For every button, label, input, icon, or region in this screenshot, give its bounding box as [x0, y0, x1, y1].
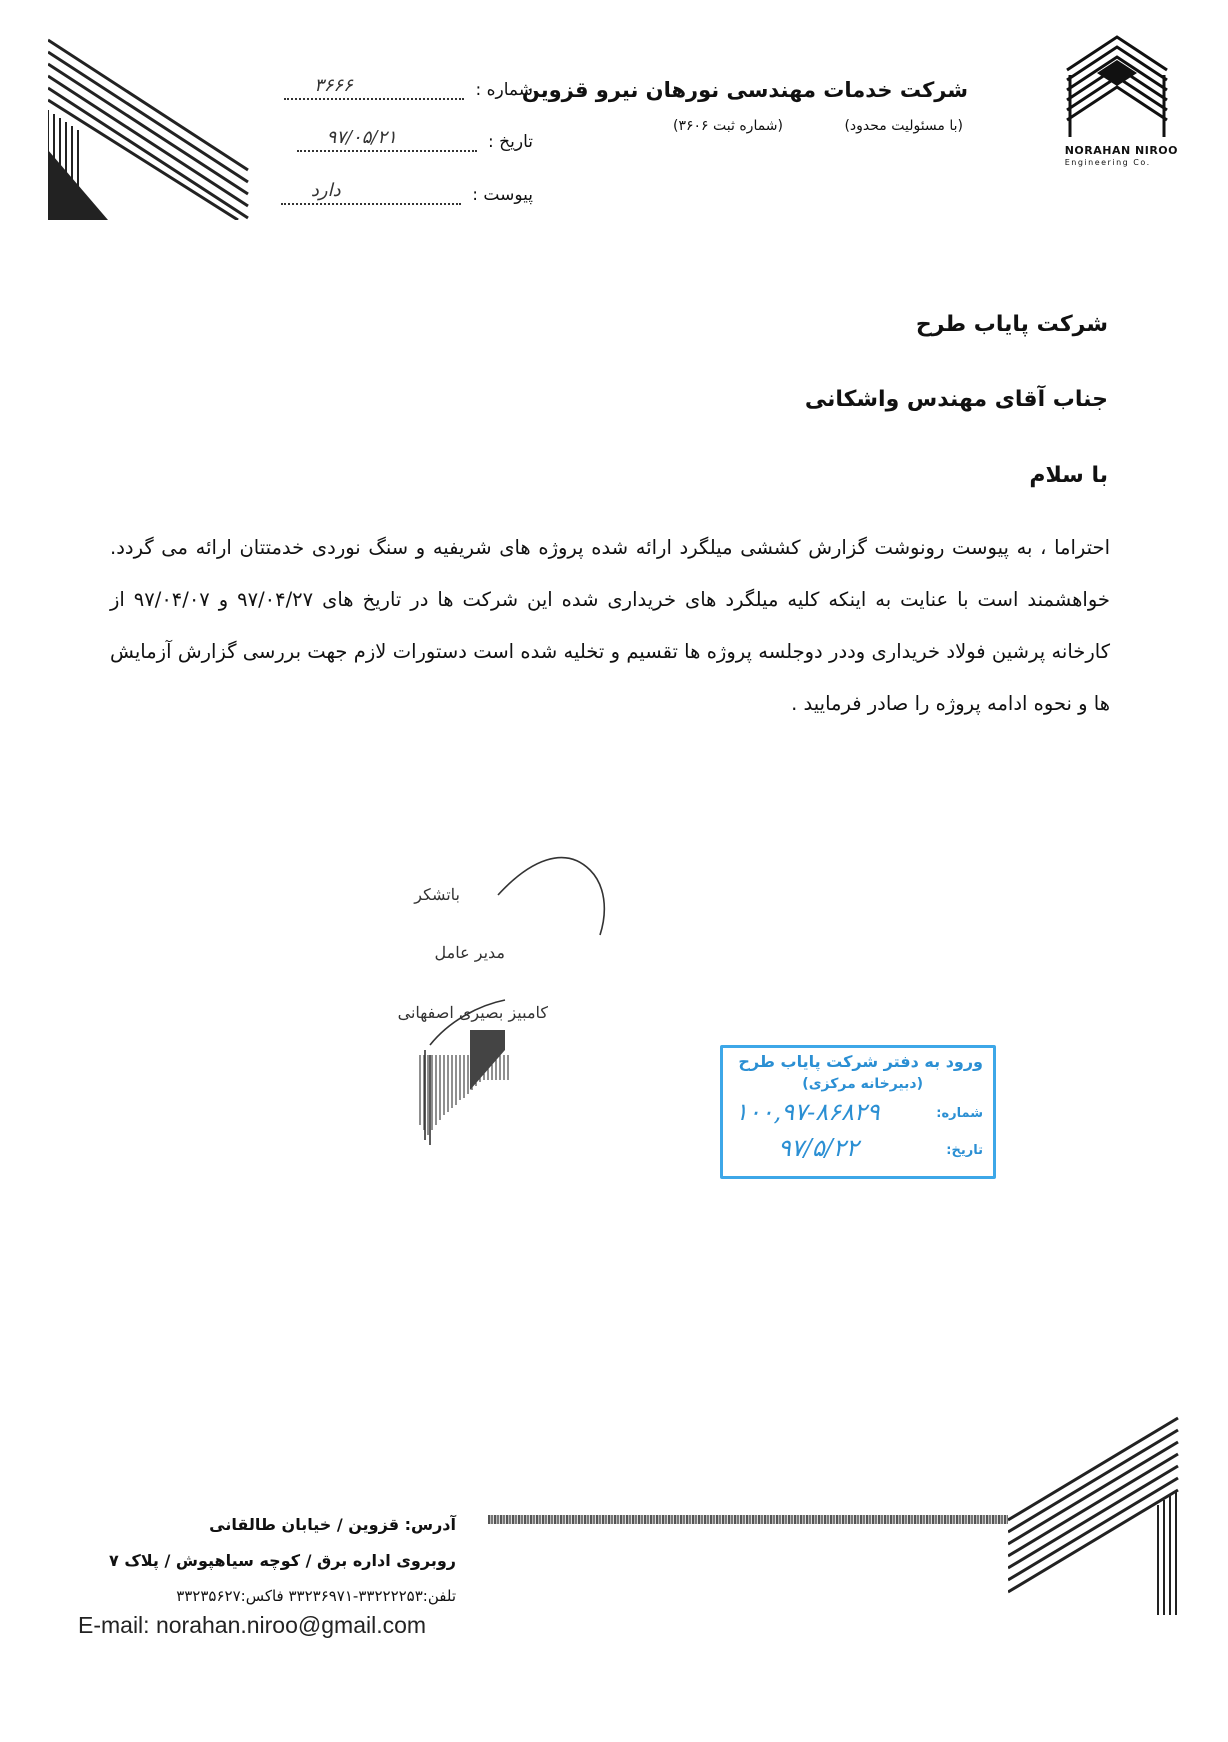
number-value: ۳۶۶۶ — [314, 75, 353, 96]
phone-fax: تلفن:۳۳۲۲۲۲۵۳-۳۳۲۳۶۹۷۱ فاکس:۳۳۲۳۵۶۲۷ — [176, 1587, 456, 1605]
attachment-value: دارد — [310, 180, 341, 201]
stamp-date-label: تاریخ: — [946, 1143, 983, 1158]
letter-date-field — [297, 127, 533, 152]
recipient-company: شرکت پایاب طرح — [915, 312, 1108, 337]
recipient-person: جناب آقای مهندس واشکانی — [804, 387, 1108, 412]
stamp-date-value: ۹۷/۵/۲۲ — [778, 1134, 859, 1162]
signature-title: مدیر عامل — [434, 943, 505, 962]
footer-divider — [488, 1515, 1008, 1524]
logo-text — [1065, 145, 1178, 169]
letter-body: احتراما ، به پیوست رونوشت گزارش کششی میلگرد ارائه شده پروژه های شریفیه و سنگ نوردی خدمتتان ارائه می گردد. خواهشمند است با عنایت به اینکه کلیه میلگرد های خریداری شده این شرکت ها در تاریخ های ۹۷/۰۴/۲۷ و ۹۷/۰۴/۰۷ از کارخانه پرشین فولاد خریداری وددر دوجلسه پروژه ها تقسیم و تخلیه شده است دستورات لازم جهت بررسی گزارش آزمایش ها و نحوه ادامه پروژه را صادر فرمایید . — [110, 536, 1110, 715]
address-line-1: آدرس: قزوین / خیابان طالقانی — [209, 1515, 456, 1534]
signature-closing: باتشکر — [414, 885, 460, 904]
company-logo-icon — [1062, 25, 1172, 140]
attachment-label: پیوست : — [472, 185, 533, 205]
letter-attachment-field — [281, 180, 533, 205]
address-line-2: روبروی اداره برق / کوچه سیاهپوش / پلاک ۷ — [109, 1551, 456, 1570]
stamp-number-value: ۱۰۰,۹۷-۸۶۸۲۹ — [735, 1098, 880, 1126]
greeting: با سلام — [1029, 463, 1108, 488]
company-name: شرکت خدمات مهندسی نورهان نیرو قزوین — [521, 78, 968, 102]
number-label: شماره : — [475, 80, 533, 100]
stamp-subtitle: (دبیرخانه مرکزی) — [802, 1076, 923, 1092]
header-stripes-decoration — [48, 30, 268, 220]
receipt-stamp — [720, 1045, 996, 1179]
email-address: E-mail: norahan.niroo@gmail.com — [78, 1612, 427, 1638]
company-type: (با مسئولیت محدود) — [844, 118, 963, 134]
date-value: ۹۷/۰۵/۲۱ — [326, 127, 397, 148]
registration-number: (شماره ثبت ۳۶۰۶) — [673, 118, 783, 134]
logo-text-2: Engineering Co. — [1064, 158, 1151, 167]
letter-number-field — [284, 75, 533, 100]
date-label: تاریخ : — [488, 132, 533, 152]
logo-text-1: NORAHAN NIROO — [1064, 144, 1178, 157]
footer-stripes-decoration — [1008, 1410, 1188, 1615]
stamp-number-label: شماره: — [936, 1106, 983, 1121]
signature-name: کامبیز بصیری اصفهانی — [397, 1003, 548, 1022]
stamp-title: ورود به دفتر شرکت پایاب طرح — [738, 1052, 983, 1071]
